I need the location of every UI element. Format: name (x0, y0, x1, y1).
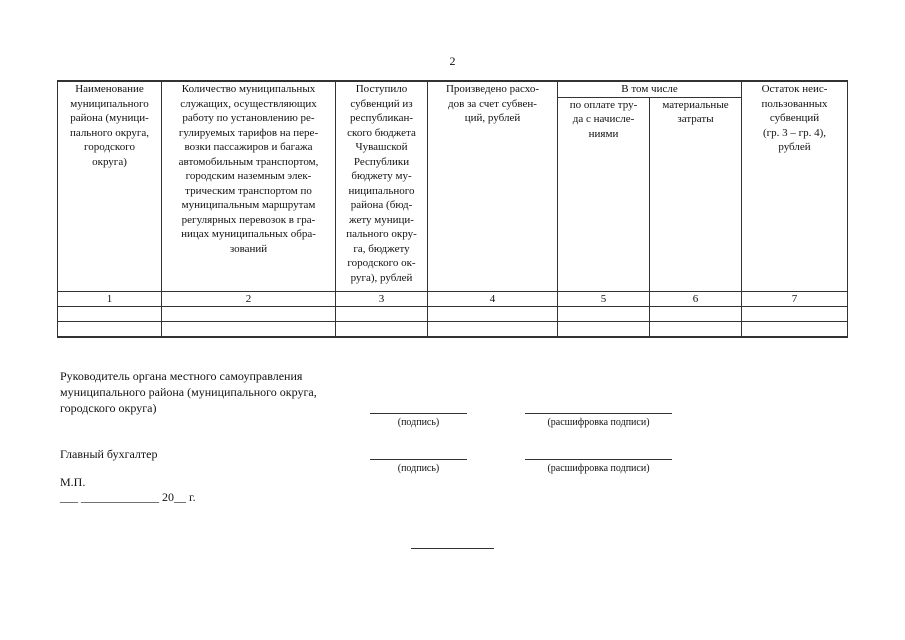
header-col-3: Поступило субвенций из республикан- ского бюджета Чувашской Республики бюджету му- ниципального района (бюд- жету муници- пального окру- га, бюджету городского ок- руга), рублей (336, 81, 428, 291)
accountant-signature-line (370, 459, 467, 460)
column-number: 7 (742, 291, 848, 306)
column-number: 2 (162, 291, 336, 306)
head-signatory-title: Руководитель органа местного самоуправления муниципального района (муниципального округа, городского округа) (60, 369, 317, 415)
accountant-decoding-line (525, 459, 672, 460)
header-col-4: Произведено расхо- дов за счет субвен- ций, рублей (428, 81, 558, 291)
stamp-place: М.П. (60, 475, 86, 489)
end-separator-line (411, 548, 494, 549)
column-number: 4 (428, 291, 558, 306)
table-row (58, 306, 848, 321)
accountant-decoding-caption: (расшифровка подписи) (547, 463, 650, 474)
page-number: 2 (449, 54, 456, 68)
head-decoding-caption: (расшифровка подписи) (547, 417, 650, 428)
header-col-1: Наименование муниципального района (муници- пального округа, городского округа) (58, 81, 162, 291)
column-number: 6 (650, 291, 742, 306)
head-signature-caption: (подпись) (397, 417, 440, 428)
column-number: 5 (558, 291, 650, 306)
accountant-title: Главный бухгалтер (60, 447, 158, 461)
header-col-6: материальные затраты (650, 97, 742, 291)
accountant-signature-caption: (подпись) (397, 463, 440, 474)
date-line: ___ _____________ 20__ г. (60, 490, 196, 504)
head-signature-line (370, 413, 467, 414)
table-row (58, 321, 848, 337)
head-decoding-line (525, 413, 672, 414)
header-col-2: Количество муниципальных служащих, осуществляющих работу по установлению ре- гулируемых тарифов на пере- возки пассажиров и багажа автомобильным транспортом, городским наземным элек- трическим транспортом по муниципальным маршрутам регулярных перевозок в гра- ницах муниципальных обра- зований (162, 81, 336, 291)
header-col-7: Остаток неис- пользованных субвенций (гр. 3 – гр. 4), рублей (742, 81, 848, 291)
column-number: 1 (58, 291, 162, 306)
column-number: 3 (336, 291, 428, 306)
column-number-row (58, 291, 848, 306)
subvention-report-table (57, 80, 848, 338)
header-col-5: по оплате тру- да с начисле- ниями (558, 97, 650, 291)
header-group-including: В том числе (558, 81, 742, 97)
